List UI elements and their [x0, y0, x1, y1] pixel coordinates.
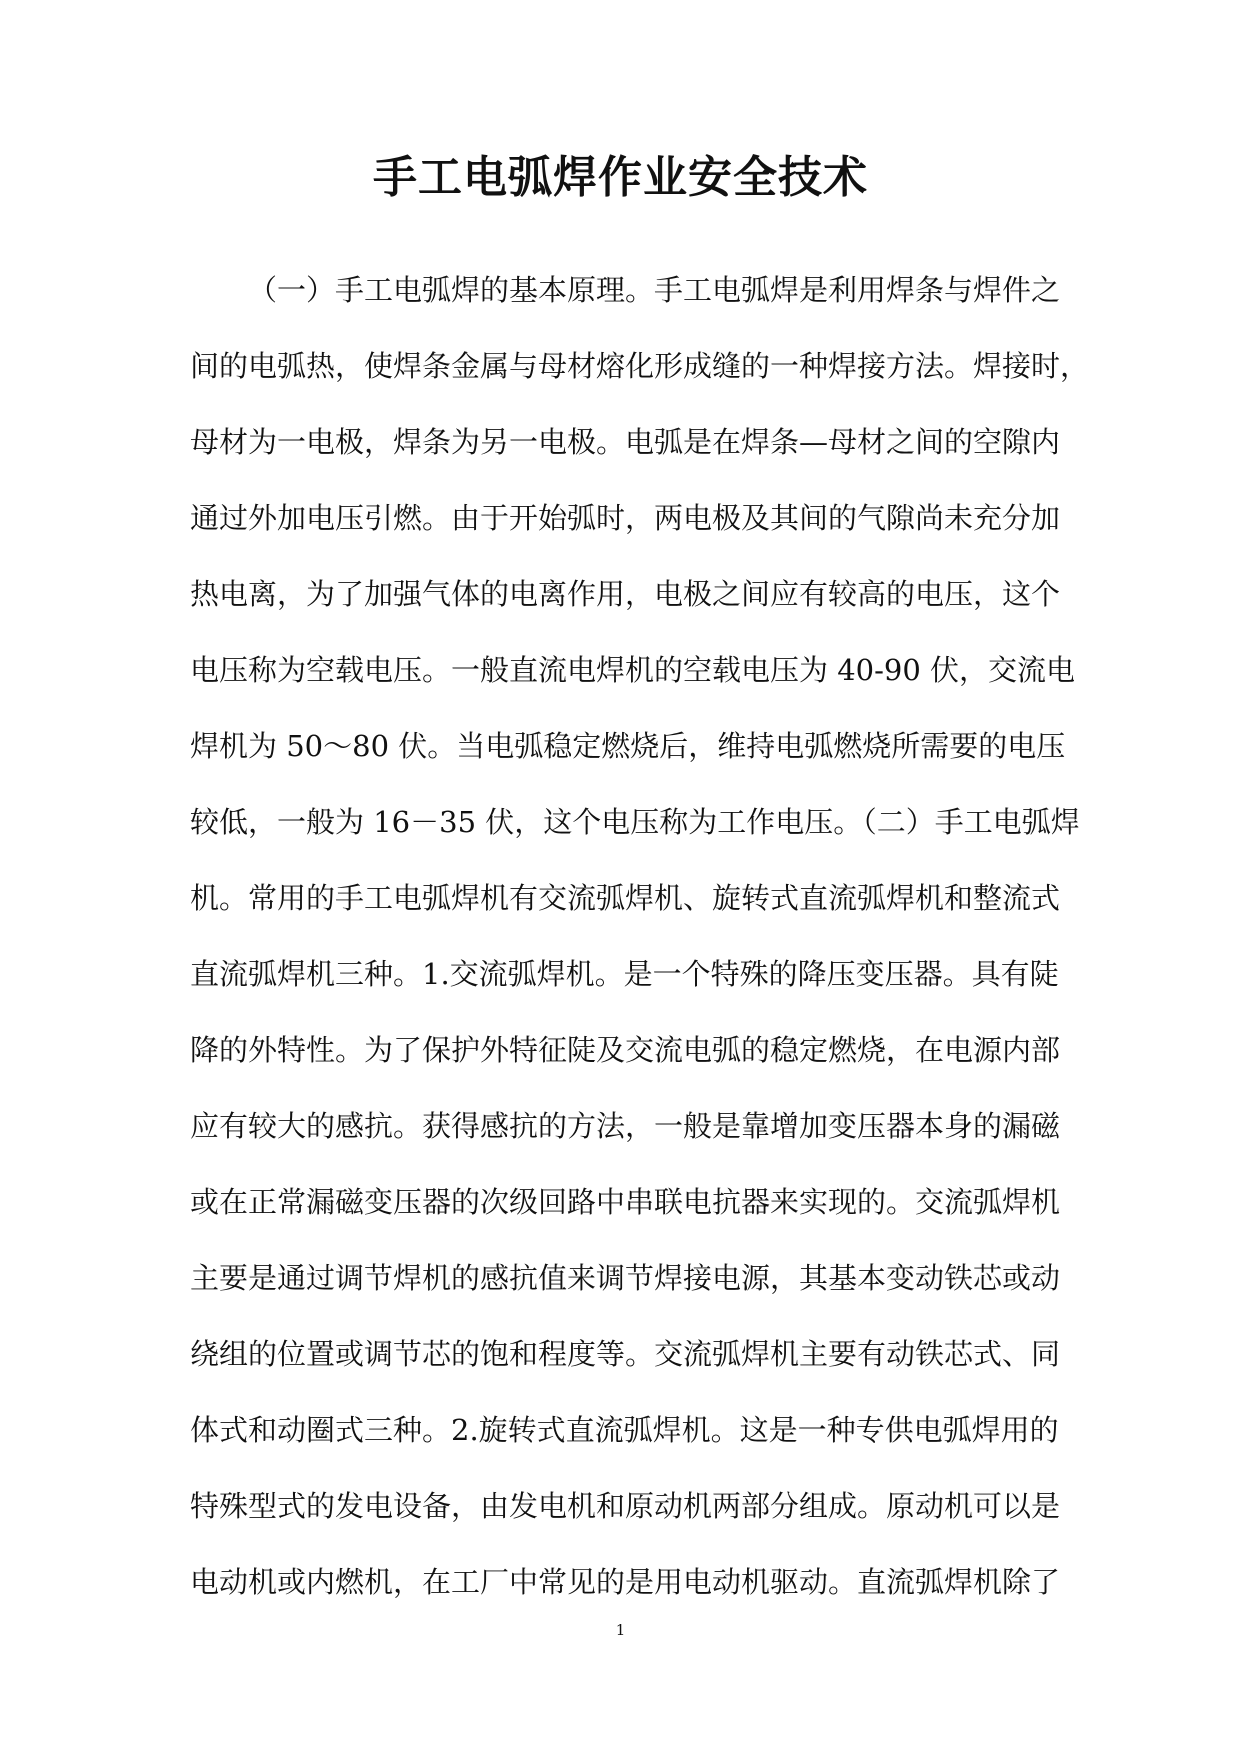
text-line: 通过外加电压引燃。由于开始弧时，两电极及其间的气隙尚未充分加: [190, 501, 1061, 535]
text-line: 电压称为空载电压。一般直流电焊机的空载电压为 40-90 伏，交流电: [190, 653, 1076, 687]
text-line: （一）手工电弧焊的基本原理。手工电弧焊是利用焊条与焊件之: [248, 273, 1061, 307]
text-line: 母材为一电极，焊条为另一电极。电弧是在焊条—母材之间的空隙内: [190, 425, 1061, 459]
text-line: 应有较大的感抗。获得感抗的方法，一般是靠增加变压器本身的漏磁: [190, 1109, 1061, 1143]
text-line: 主要是通过调节焊机的感抗值来调节焊接电源，其基本变动铁芯或动: [190, 1261, 1061, 1295]
document-title: 手工电弧焊作业安全技术: [373, 152, 868, 203]
text-line: 或在正常漏磁变压器的次级回路中串联电抗器来实现的。交流弧焊机: [190, 1185, 1061, 1219]
text-line: 电动机或内燃机，在工厂中常见的是用电动机驱动。直流弧焊机除了: [190, 1565, 1061, 1599]
text-line: 较低，一般为 16－35 伏，这个电压称为工作电压。（二）手工电弧焊: [190, 805, 1080, 839]
text-line: 直流弧焊机三种。1.交流弧焊机。是一个特殊的降压变压器。具有陡: [190, 957, 1059, 991]
body-paragraph: [190, 252, 1090, 1620]
text-line: 焊机为 50～80 伏。当电弧稳定燃烧后，维持电弧燃烧所需要的电压: [190, 729, 1066, 763]
page-number: 1: [615, 1621, 626, 1639]
text-line: 降的外特性。为了保护外特征陡及交流电弧的稳定燃烧，在电源内部: [190, 1033, 1061, 1067]
text-line: 体式和动圈式三种。2.旋转式直流弧焊机。这是一种专供电弧焊用的: [190, 1413, 1059, 1447]
text-line: 间的电弧热，使焊条金属与母材熔化形成缝的一种焊接方法。焊接时，: [190, 349, 1090, 383]
text-line: 热电离，为了加强气体的电离作用，电极之间应有较高的电压，这个: [190, 577, 1061, 611]
text-line: 特殊型式的发电设备，由发电机和原动机两部分组成。原动机可以是: [190, 1489, 1061, 1523]
text-line: 绕组的位置或调节芯的饱和程度等。交流弧焊机主要有动铁芯式、同: [190, 1337, 1061, 1371]
text-line: 机。常用的手工电弧焊机有交流弧焊机、旋转式直流弧焊机和整流式: [190, 881, 1061, 915]
